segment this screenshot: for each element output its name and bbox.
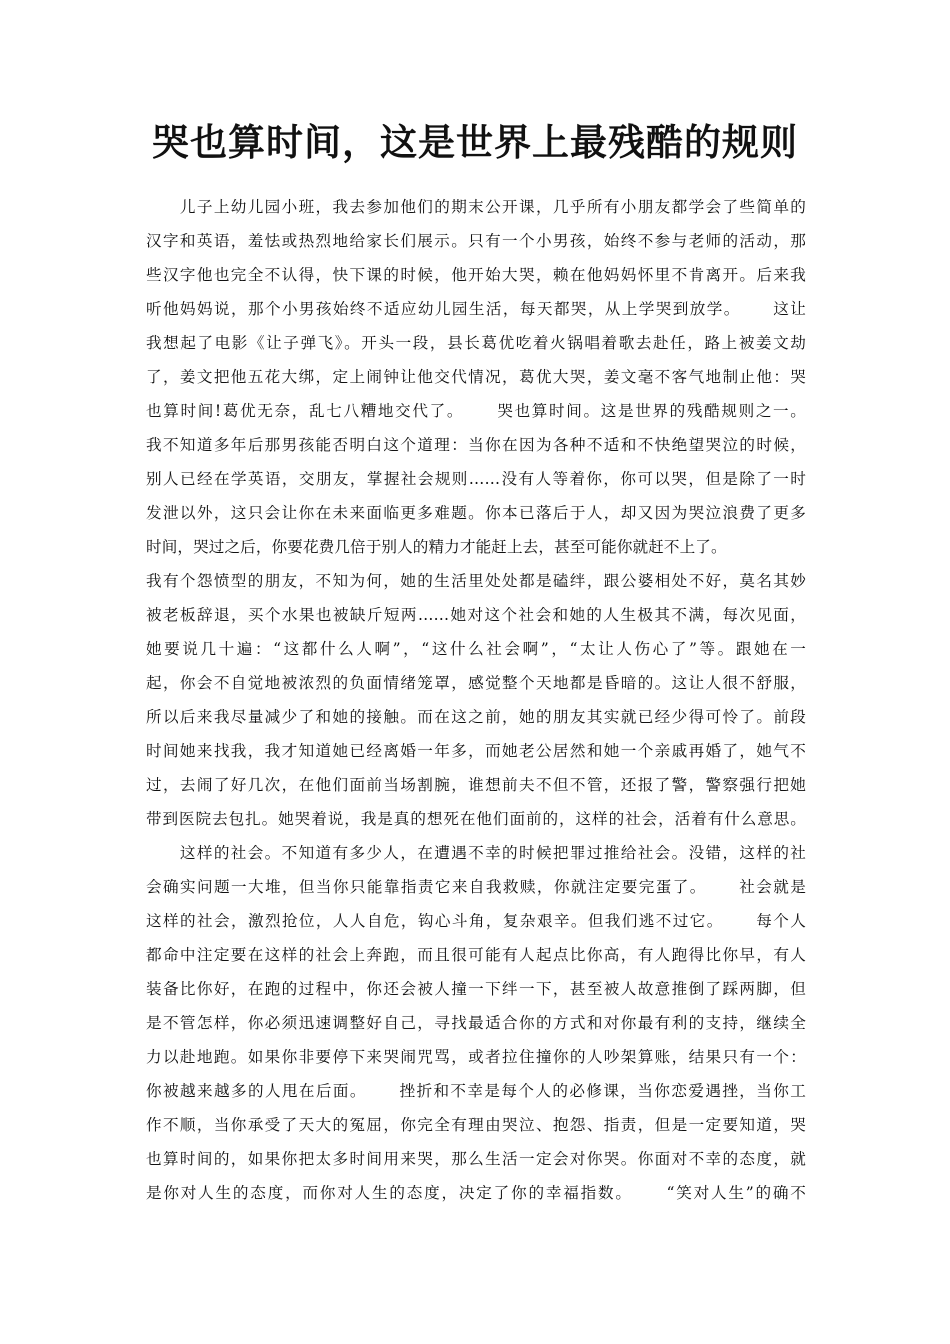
body-line: 力以赴地跑。如果你非要停下来哭闹咒骂，或者拉住撞你的人吵架算账，结果只有一个： bbox=[146, 1048, 806, 1066]
body-line: 都命中注定要在这样的社会上奔跑，而且很可能有人起点比你高，有人跑得比你早，有人 bbox=[146, 946, 806, 964]
body-line: 带到医院去包扎。她哭着说，我是真的想死在他们面前的，这样的社会，活着有什么意思。 bbox=[146, 810, 806, 828]
body-line: 汉字和英语，羞怯或热烈地给家长们展示。只有一个小男孩，始终不参与老师的活动，那 bbox=[146, 232, 806, 250]
article-body bbox=[146, 190, 806, 1210]
body-line: 时间她来找我，我才知道她已经离婚一年多，而她老公居然和她一个亲戚再婚了，她气不 bbox=[146, 742, 806, 760]
body-line: 儿子上幼儿园小班，我去参加他们的期末公开课，几乎所有小朋友都学会了些简单的 bbox=[146, 198, 806, 216]
body-line: 时间，哭过之后，你要花费几倍于别人的精力才能赶上去，甚至可能你就赶不上了。 bbox=[146, 538, 727, 556]
body-line: 这样的社会。不知道有多少人，在遭遇不幸的时候把罪过推给社会。没错，这样的社 bbox=[146, 844, 806, 862]
body-line: 过，去闹了好几次，在他们面前当场割腕，谁想前夫不但不管，还报了警，警察强行把她 bbox=[146, 776, 806, 794]
body-line: 听他妈妈说，那个小男孩始终不适应幼儿园生活，每天都哭，从上学哭到放学。 这让 bbox=[146, 300, 806, 318]
body-line: 起，你会不自觉地被浓烈的负面情绪笼罩，感觉整个天地都是昏暗的。这让人很不舒服， bbox=[146, 674, 806, 692]
body-line: 了，姜文把他五花大绑，定上闹钟让他交代情况，葛优大哭，姜文毫不客气地制止他：哭 bbox=[146, 368, 806, 386]
body-line: 被老板辞退，买个水果也被缺斤短两……她对这个社会和她的人生极其不满，每次见面， bbox=[146, 606, 806, 624]
body-line: 是不管怎样，你必须迅速调整好自己，寻找最适合你的方式和对你最有利的支持，继续全 bbox=[146, 1014, 806, 1032]
body-line: 会确实问题一大堆，但当你只能靠指责它来自我救赎，你就注定要完蛋了。 社会就是 bbox=[146, 878, 806, 896]
body-line: 这样的社会，激烈抢位，人人自危，钩心斗角，复杂艰辛。但我们逃不过它。 每个人 bbox=[146, 912, 806, 930]
body-line: 我不知道多年后那男孩能否明白这个道理：当你在因为各种不适和不快绝望哭泣的时候， bbox=[146, 436, 806, 454]
body-line: 是你对人生的态度，而你对人生的态度，决定了你的幸福指数。 “笑对人生”的确不 bbox=[146, 1184, 806, 1202]
body-line: 我有个怨愤型的朋友，不知为何，她的生活里处处都是磕绊，跟公婆相处不好，莫名其妙 bbox=[146, 572, 806, 590]
body-line: 她要说几十遍：“这都什么人啊”，“这什么社会啊”，“太让人伤心了”等。跟她在一 bbox=[146, 640, 806, 658]
body-line: 发泄以外，这只会让你在未来面临更多难题。你本已落后于人，却又因为哭泣浪费了更多 bbox=[146, 504, 806, 522]
body-line: 你被越来越多的人甩在后面。 挫折和不幸是每个人的必修课，当你恋爱遇挫，当你工 bbox=[146, 1082, 806, 1100]
body-line: 别人已经在学英语，交朋友，掌握社会规则……没有人等着你，你可以哭，但是除了一时 bbox=[146, 470, 806, 488]
body-line: 所以后来我尽量减少了和她的接触。而在这之前，她的朋友其实就已经少得可怜了。前段 bbox=[146, 708, 806, 726]
body-line: 些汉字他也完全不认得，快下课的时候，他开始大哭，赖在他妈妈怀里不肯离开。后来我 bbox=[146, 266, 806, 284]
body-line: 也算时间!葛优无奈，乱七八糟地交代了。 哭也算时间。这是世界的残酷规则之一。 bbox=[146, 402, 806, 420]
article-title: 哭也算时间，这是世界上最残酷的规则 bbox=[152, 120, 798, 164]
body-line: 装备比你好，在跑的过程中，你还会被人撞一下绊一下，甚至被人故意推倒了踩两脚，但 bbox=[146, 980, 806, 998]
body-line: 我想起了电影《让子弹飞》。开头一段，县长葛优吃着火锅唱着歌去赴任，路上被姜文劫 bbox=[146, 334, 806, 352]
body-line: 作不顺，当你承受了天大的冤屈，你完全有理由哭泣、抱怨、指责，但是一定要知道，哭 bbox=[146, 1116, 806, 1134]
body-line: 也算时间的，如果你把太多时间用来哭，那么生活一定会对你哭。你面对不幸的态度，就 bbox=[146, 1150, 806, 1168]
